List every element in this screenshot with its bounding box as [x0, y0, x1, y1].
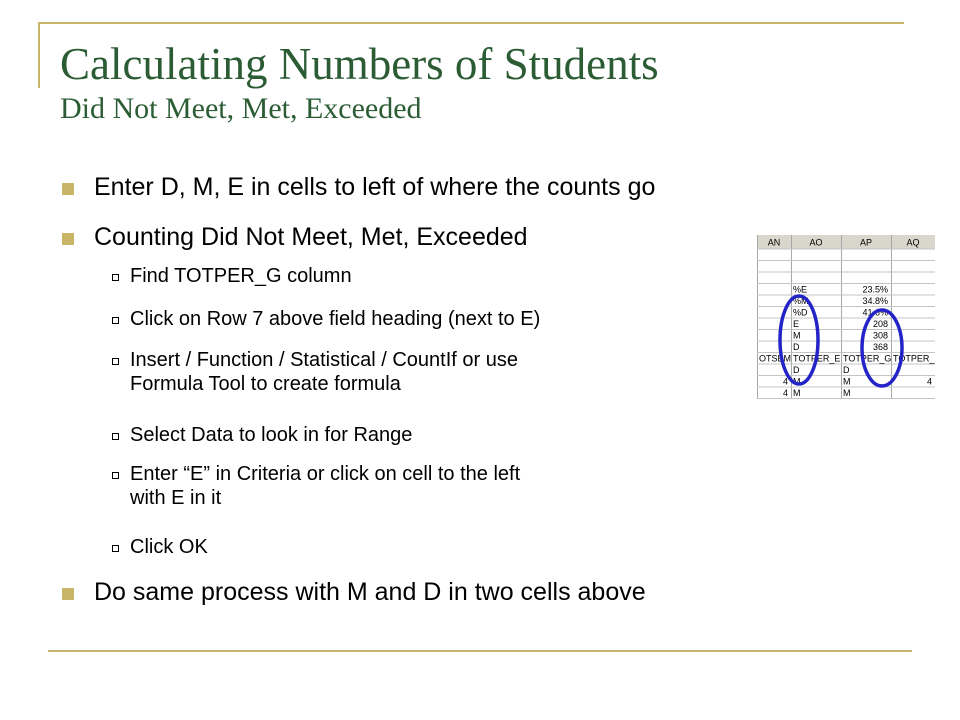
sub-bullet-item — [60, 424, 412, 448]
left-rule — [38, 22, 40, 88]
sub-bullet-text: Click on Row 7 above field heading (next to E) — [130, 308, 541, 330]
sub-bullet-text: Select Data to look in for Range — [130, 424, 413, 446]
sub-bullet-item — [60, 349, 518, 396]
cell-value: TOTPER_ — [893, 353, 935, 364]
cell-value: M — [793, 388, 801, 398]
cell-value: D — [793, 365, 800, 375]
square-bullet-icon — [62, 233, 74, 245]
cell-value: D — [793, 342, 800, 352]
cell-value: 308 — [872, 330, 888, 341]
sub-bullet-item — [60, 308, 540, 332]
cell-value: OTSEM — [759, 353, 792, 364]
cell-value: 368 — [872, 342, 888, 352]
hollow-square-bullet-icon — [112, 317, 119, 324]
column-header-ap: AP — [859, 237, 873, 248]
cell-value: 34.8% — [862, 296, 888, 306]
cell-value: M — [843, 376, 851, 387]
column-header-aq: AQ — [906, 237, 920, 248]
sub-bullet-text: Click OK — [130, 536, 208, 558]
cell-value: E — [793, 319, 800, 329]
sub-bullet-text: Formula Tool to create formula — [130, 372, 401, 395]
sub-bullet-item — [60, 265, 352, 289]
hollow-square-bullet-icon — [112, 472, 119, 479]
bullet-item — [60, 222, 528, 253]
cell-value: M — [793, 330, 801, 341]
cell-value: 4 — [782, 376, 788, 387]
sub-bullet-text: Find TOTPER_G column — [130, 265, 352, 287]
cell-value: 208 — [872, 319, 888, 329]
title-main: Calculating Numbers of Students — [60, 39, 659, 89]
cell-value: %D — [793, 307, 808, 318]
sub-bullet-text: Insert / Function / Statistical / CountIf or use — [130, 349, 518, 371]
square-bullet-icon — [62, 588, 74, 600]
cell-value: 41.6% — [862, 307, 888, 318]
cell-value: 4 — [926, 376, 932, 387]
cell-value: 23.5% — [862, 284, 888, 295]
sub-bullet-item — [60, 536, 208, 560]
cell-value: D — [843, 365, 850, 375]
hollow-square-bullet-icon — [112, 545, 119, 552]
cell-value: TOTPER_E — [793, 353, 841, 364]
spreadsheet-grid — [757, 235, 935, 415]
title-subtitle: Did Not Meet, Met, Exceeded — [60, 91, 422, 125]
bullet-text: Enter D, M, E in cells to left of where the counts go — [94, 173, 656, 201]
cell-value: %M — [793, 296, 809, 306]
sub-bullet-text: with E in it — [130, 486, 222, 509]
cell-value: %E — [793, 284, 808, 295]
spreadsheet-screenshot — [757, 235, 935, 415]
column-header-an: AN — [767, 237, 781, 248]
cell-value: 4 — [782, 388, 788, 398]
bottom-rule — [48, 650, 912, 652]
cell-value: TOTPER_G — [843, 353, 892, 364]
cell-value: M — [793, 376, 801, 387]
bullet-text: Counting Did Not Meet, Met, Exceeded — [94, 223, 528, 251]
top-rule — [38, 22, 904, 24]
slide-title — [60, 40, 920, 125]
sub-bullet-item — [60, 463, 520, 510]
bullet-item — [60, 172, 655, 203]
hollow-square-bullet-icon — [112, 433, 119, 440]
square-bullet-icon — [62, 183, 74, 195]
bullet-item — [60, 577, 646, 608]
cell-value: M — [843, 388, 851, 398]
hollow-square-bullet-icon — [112, 358, 119, 365]
hollow-square-bullet-icon — [112, 274, 119, 281]
sub-bullet-text: Enter “E” in Criteria or click on cell to the left — [130, 463, 521, 485]
bullet-text: Do same process with M and D in two cells above — [94, 578, 646, 606]
column-header-ao: AO — [809, 237, 823, 248]
